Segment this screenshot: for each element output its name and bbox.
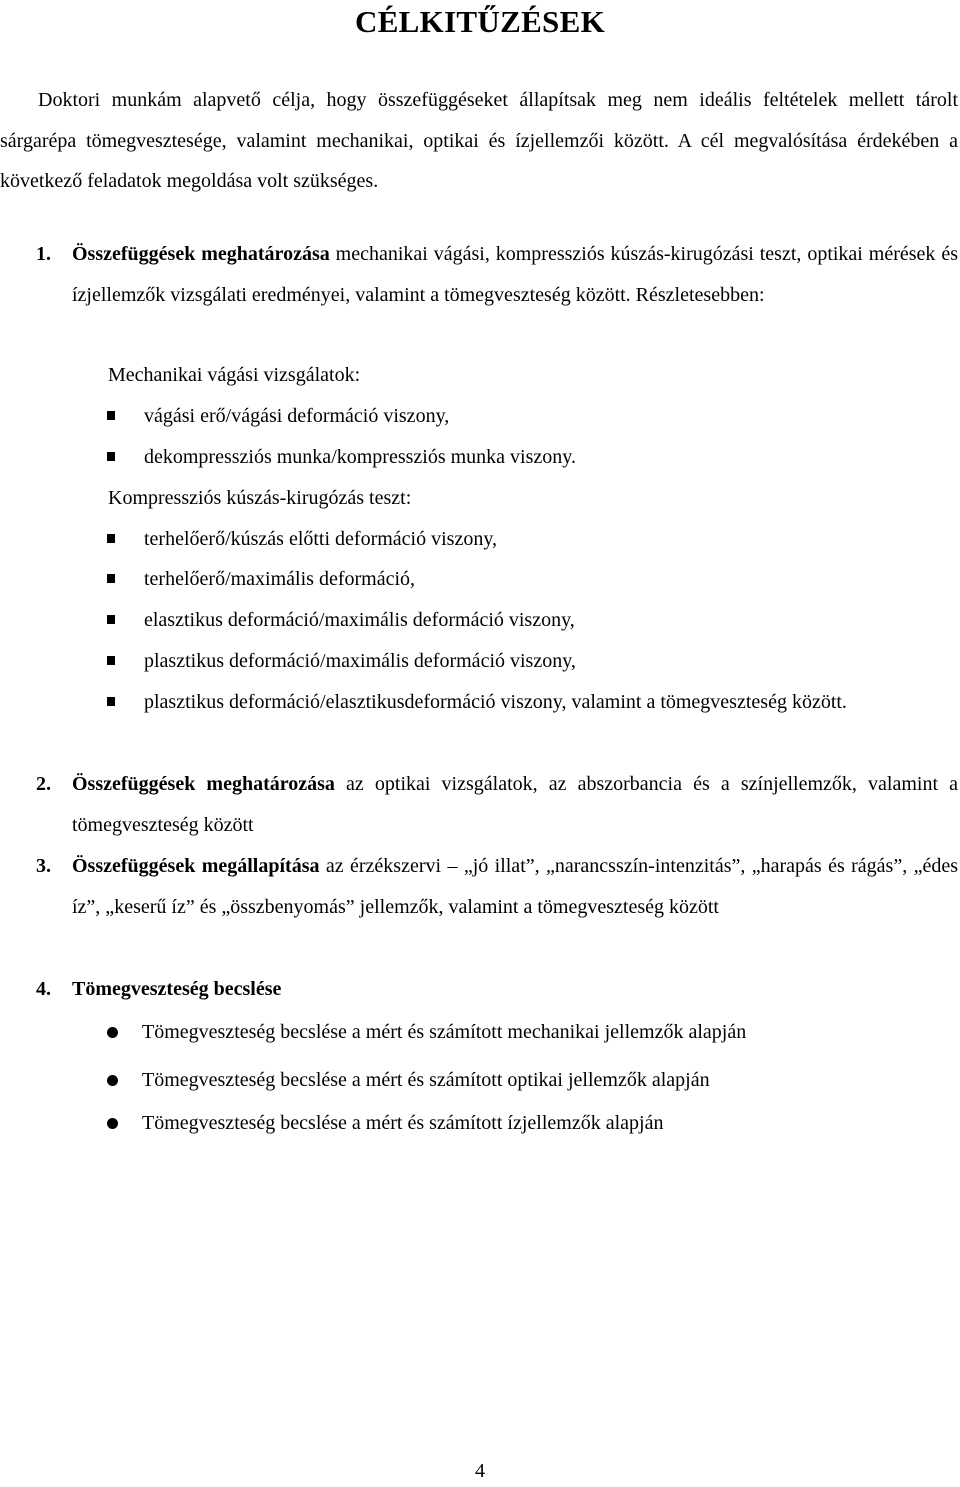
item-heading: Összefüggések meghatározása — [72, 243, 330, 265]
list-item: plasztikus deformáció/maximális deformáció viszony, — [144, 641, 944, 682]
group-label-mechanical: Mechanikai vágási vizsgálatok: — [108, 364, 361, 386]
item-number: 4. — [36, 978, 51, 1000]
item-text: mechanikai vágási, kompressziós kúszás-kirugózási teszt, optikai mérések és ízjellemzők vizsgálati eredményei, valamint a tömegveszteség között. Részletesebben: — [72, 243, 958, 306]
square-bullet-icon — [107, 574, 115, 583]
list-item: terhelőerő/kúszás előtti deformáció viszony, — [144, 519, 944, 560]
objective-item-3 — [36, 846, 958, 927]
square-bullet-icon — [107, 411, 115, 420]
square-bullet-icon — [107, 452, 115, 461]
square-bullet-icon — [107, 697, 115, 706]
item-heading: Összefüggések megállapítása — [72, 855, 320, 877]
item-heading: Tömegveszteség becslése — [72, 978, 282, 1000]
list-item: plasztikus deformáció/elasztikusdeformáció viszony, valamint a tömegveszteség között. — [144, 682, 934, 723]
page-number: 4 — [475, 1460, 485, 1482]
list-item: terhelőerő/maximális deformáció, — [144, 559, 944, 600]
round-bullet-icon — [107, 1118, 118, 1129]
list-item: vágási erő/vágási deformáció viszony, — [144, 396, 944, 437]
item-text: az optikai vizsgálatok, az abszorbancia és a színjellemzők, valamint a tömegveszteség között — [72, 773, 958, 836]
square-bullet-icon — [107, 656, 115, 665]
list-item: elasztikus deformáció/maximális deformáció viszony, — [144, 600, 944, 641]
item-text: az érzékszervi – „jó illat”, „narancsszín-intenzitás”, „harapás és rágás”, „édes íz”, „keserű íz” és „összbenyomás” jellemzők, valamint a tömegveszteség között — [72, 855, 958, 918]
item-number: 3. — [36, 855, 51, 877]
item-number: 1. — [36, 243, 51, 265]
square-bullet-icon — [107, 534, 115, 543]
page-title: CÉLKITŰZÉSEK — [355, 4, 605, 39]
objective-item-4 — [36, 969, 958, 1010]
objective-item-2 — [36, 764, 958, 845]
round-bullet-icon — [107, 1027, 118, 1038]
list-item: dekompressziós munka/kompressziós munka viszony. — [144, 437, 944, 478]
round-bullet-icon — [107, 1075, 118, 1086]
item-number: 2. — [36, 773, 51, 795]
list-item: Tömegveszteség becslése a mért és számított ízjellemzők alapján — [142, 1103, 663, 1144]
objective-item-1 — [36, 234, 958, 315]
item-heading: Összefüggések meghatározása — [72, 773, 335, 795]
intro-paragraph: Doktori munkám alapvető célja, hogy összefüggéseket állapítsak meg nem ideális feltételek mellett tárolt sárgarépa tömegvesztesége, valamint mechanikai, optikai és ízjellemzői között. A cél megvalósítása érdekében a következő feladatok megoldása volt szükséges. — [0, 89, 958, 192]
square-bullet-icon — [107, 615, 115, 624]
list-item: Tömegveszteség becslése a mért és számított mechanikai jellemzők alapján — [142, 1012, 746, 1053]
group-label-compression: Kompressziós kúszás-kirugózás teszt: — [108, 487, 412, 509]
list-item: Tömegveszteség becslése a mért és számított optikai jellemzők alapján — [142, 1060, 710, 1101]
